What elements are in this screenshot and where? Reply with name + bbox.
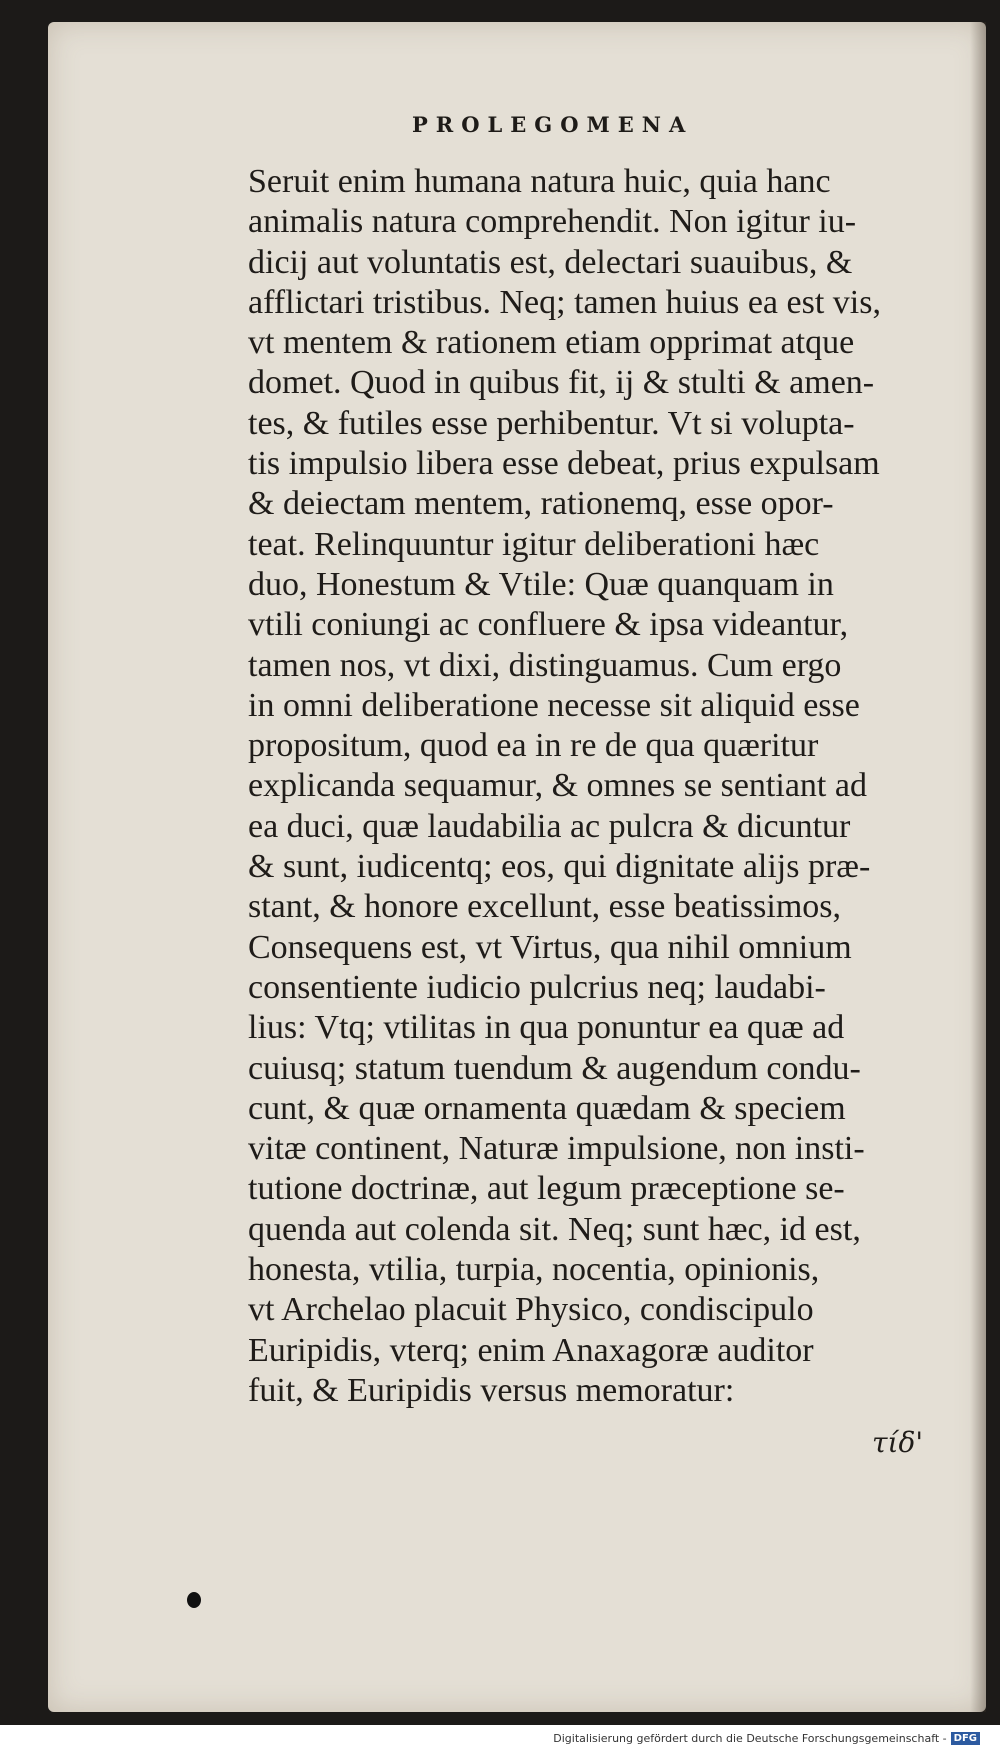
text-line: vt mentem & rationem etiam opprimat atque <box>248 324 855 362</box>
text-line: animalis natura comprehendit. Non igitur iu- <box>248 203 857 241</box>
text-line: Euripidis, vterq; enim Anaxagoræ auditor <box>248 1331 814 1369</box>
text-line: propositum, quod ea in re de qua quæritur <box>248 727 819 765</box>
text-line: in omni deliberatione necesse sit aliquid esse <box>248 686 860 724</box>
text-line: lius: Vtq; vtilitas in qua ponuntur ea quæ ad <box>248 1009 845 1047</box>
text-line: Seruit enim humana natura huic, quia hanc <box>248 163 831 200</box>
text-line: domet. Quod in quibus fit, ij & stulti & amen- <box>248 364 875 402</box>
text-line: explicanda sequamur, & omnes se sentiant ad <box>248 767 867 805</box>
text-line: ea duci, quæ laudabilia ac pulcra & dicuntur <box>248 807 851 845</box>
text-line: tutione doctrinæ, aut legum præceptione se- <box>248 1170 845 1208</box>
text-line: cunt, & quæ ornamenta quædam & speciem <box>248 1089 846 1127</box>
text-line: afflictari tristibus. Neq; tamen huius ea est vis, <box>248 283 881 321</box>
text-line: vt Archelao placuit Physico, condiscipulo <box>248 1291 814 1329</box>
text-line: cuiusq; statum tuendum & augendum condu- <box>248 1049 861 1087</box>
ink-spot <box>187 1592 201 1608</box>
text-line: vitæ continent, Naturæ impulsione, non insti- <box>248 1130 865 1168</box>
text-line: stant, & honore excellunt, esse beatissimos, <box>248 888 841 926</box>
credit-text: Digitalisierung gefördert durch die Deutsche Forschungsgemeinschaft - <box>553 1732 947 1745</box>
text-line: dicij aut voluntatis est, delectari suauibus, & <box>248 243 853 281</box>
text-line: fuit, & Euripidis versus memoratur: <box>248 1371 735 1409</box>
text-line: & deiectam mentem, rationemq, esse opor- <box>248 485 834 523</box>
text-line: tes, & futiles esse perhibentur. Vt si volupta- <box>248 404 855 442</box>
text-line: tis impulsio libera esse debeat, prius expulsam <box>248 445 880 483</box>
text-line: honesta, vtilia, turpia, nocentia, opinionis, <box>248 1251 820 1289</box>
text-line: tamen nos, vt dixi, distinguamus. Cum ergo <box>248 646 842 684</box>
catchword: τίδ' <box>872 1426 924 1459</box>
body-text <box>248 162 978 1411</box>
text-line: Consequens est, vt Virtus, qua nihil omnium <box>248 928 852 966</box>
text-line: quenda aut colenda sit. Neq; sunt hæc, id est, <box>248 1210 861 1248</box>
dfg-logo: DFG <box>951 1732 980 1745</box>
text-line: duo, Honestum & Vtile: Quæ quanquam in <box>248 565 834 603</box>
text-line: vtili coniungi ac confluere & ipsa videantur, <box>248 606 849 644</box>
text-line: consentiente iudicio pulcrius neq; laudabi- <box>248 968 826 1006</box>
text-line: teat. Relinquuntur igitur deliberationi hæc <box>248 525 820 563</box>
running-header: PROLEGOMENA <box>412 112 694 137</box>
digitization-credit <box>553 1732 980 1745</box>
text-line: & sunt, iudicentq; eos, qui dignitate alijs præ- <box>248 848 871 886</box>
